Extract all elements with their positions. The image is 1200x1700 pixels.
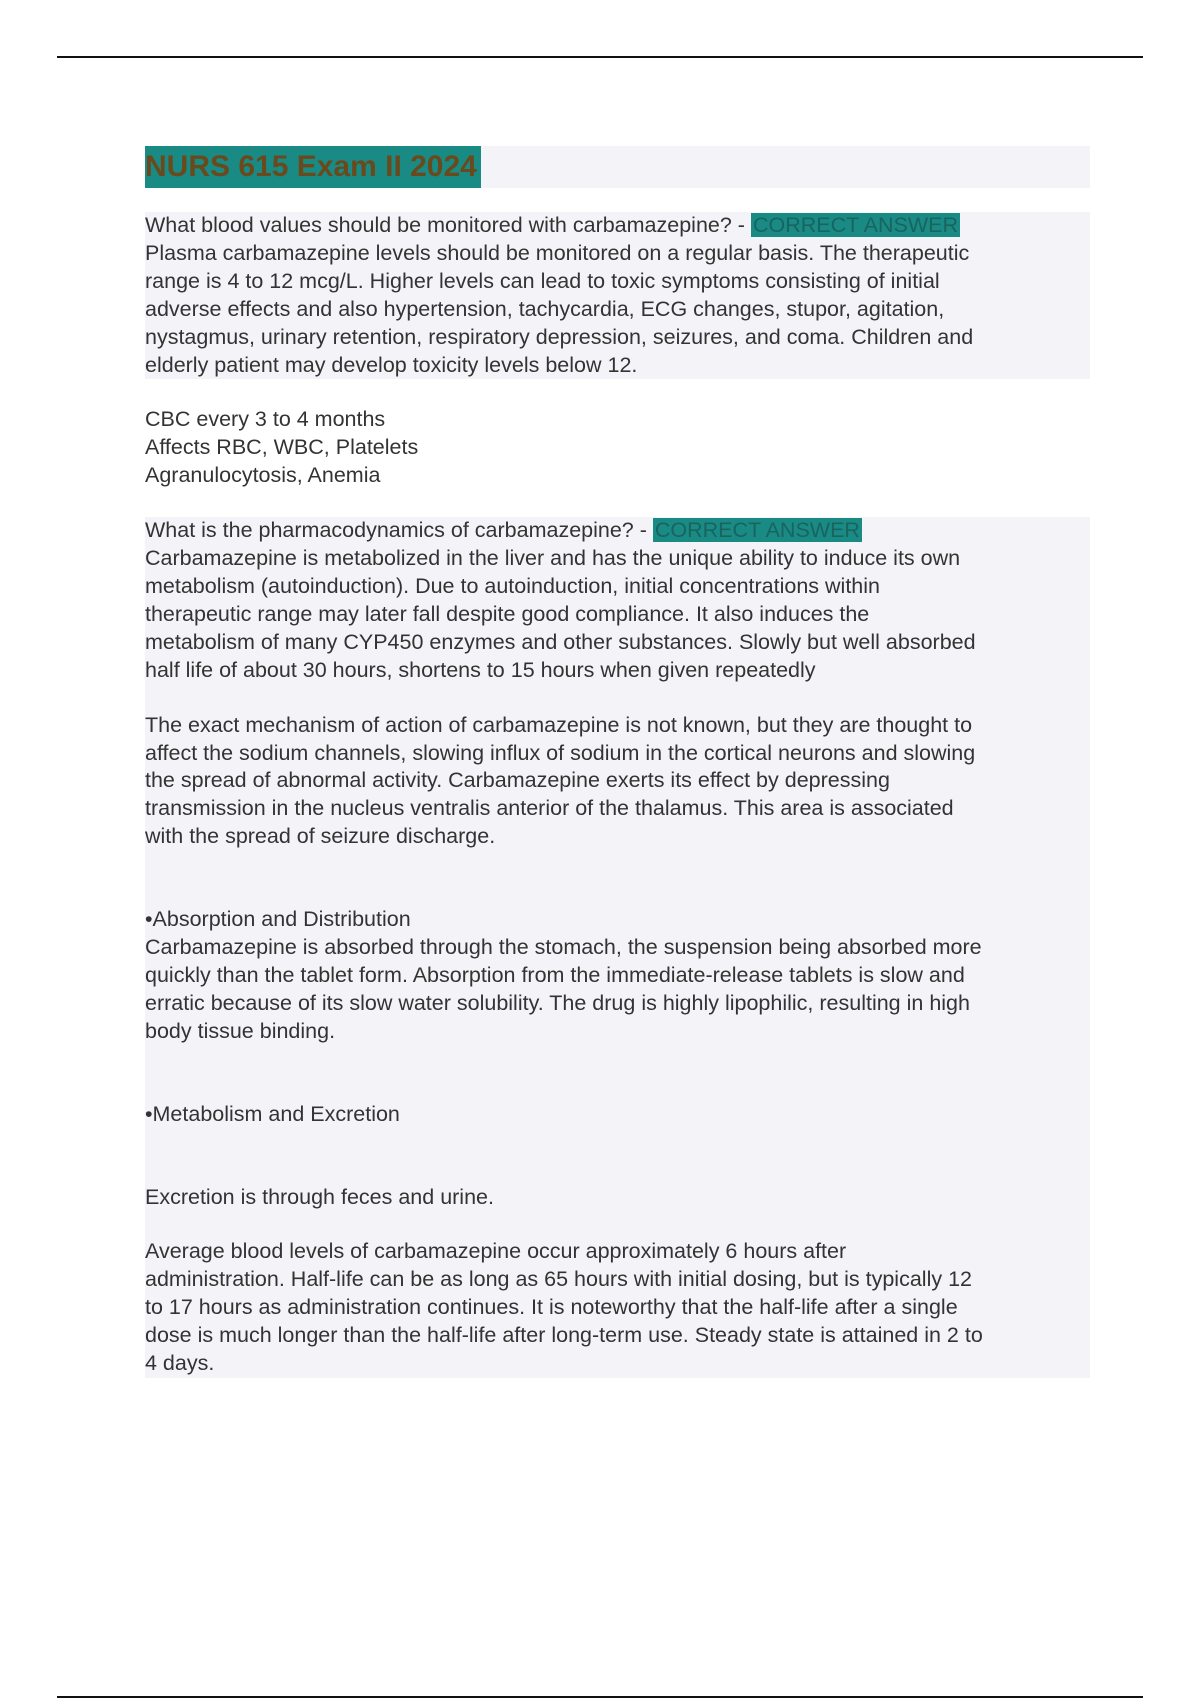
cbc-line: CBC every 3 to 4 months (145, 407, 386, 432)
mechanism-line: the spread of abnormal activity. Carbamazepine exerts its effect by depressing (145, 768, 890, 793)
mechanism-line: transmission in the nucleus ventralis anterior of the thalamus. This area is associated (145, 796, 954, 821)
question-1-text: What blood values should be monitored with carbamazepine? - (145, 213, 751, 237)
answer-line: nystagmus, urinary retention, respiratory depression, seizures, and coma. Children and (145, 324, 974, 349)
question-1 (145, 212, 1090, 379)
levels-line: to 17 hours as administration continues. It is noteworthy that the half-life after a single (145, 1295, 958, 1320)
document-body (145, 146, 1090, 1378)
cbc-block (145, 406, 1090, 490)
mechanism-line: affect the sodium channels, slowing influx of sodium in the cortical neurons and slowing (145, 740, 976, 765)
levels-block (145, 1238, 1090, 1378)
title-band (145, 146, 1090, 188)
mechanism-line: The exact mechanism of action of carbamazepine is not known, but they are thought to (145, 712, 973, 737)
answer-line: half life of about 30 hours, shortens to 15 hours when given repeatedly (145, 657, 816, 682)
answer-line: metabolism of many CYP450 enzymes and other substances. Slowly but well absorbed (145, 629, 976, 654)
cbc-line: Agranulocytosis, Anemia (145, 463, 381, 488)
absorption-line: erratic because of its slow water solubility. The drug is highly lipophilic, resulting in high (145, 990, 970, 1015)
question-1-line (145, 212, 1090, 240)
excretion-block (145, 1184, 1090, 1212)
answer-line: Plasma carbamazepine levels should be monitored on a regular basis. The therapeutic (145, 240, 970, 265)
answer-line: adverse effects and also hypertension, tachycardia, ECG changes, stupor, agitation, (145, 296, 945, 321)
answer-line: range is 4 to 12 mcg/L. Higher levels can lead to toxic symptoms consisting of initial (145, 268, 940, 293)
mechanism-line: with the spread of seizure discharge. (145, 824, 496, 849)
mechanism-block (145, 712, 1090, 852)
absorption-line: quickly than the tablet form. Absorption from the immediate-release tablets is slow and (145, 962, 965, 987)
metabolism-block (145, 1101, 1090, 1129)
top-rule (57, 56, 1143, 58)
answer-line: elderly patient may develop toxicity levels below 12. (145, 352, 638, 377)
cbc-line: Affects RBC, WBC, Platelets (145, 435, 419, 460)
correct-answer-badge: CORRECT ANSWER (752, 213, 959, 237)
question-2-line (145, 517, 1090, 545)
correct-answer-badge: CORRECT ANSWER (654, 518, 860, 543)
levels-line: Average blood levels of carbamazepine occur approximately 6 hours after (145, 1239, 847, 1264)
document-title: NURS 615 Exam II 2024 (145, 146, 481, 188)
absorption-line: body tissue binding. (145, 1018, 336, 1043)
bottom-rule (57, 1696, 1143, 1698)
levels-line: administration. Half-life can be as long as 65 hours with initial dosing, but is typically 12 (145, 1267, 972, 1292)
question-2-text: What is the pharmacodynamics of carbamazepine? - (145, 518, 653, 543)
excretion-line: Excretion is through feces and urine. (145, 1184, 494, 1209)
levels-line: 4 days. (145, 1351, 215, 1376)
answer-line: metabolism (autoinduction). Due to autoinduction, initial concentrations within (145, 573, 880, 598)
absorption-block (145, 906, 1090, 1046)
answer-line: therapeutic range may later fall despite good compliance. It also induces the (145, 601, 870, 626)
levels-line: dose is much longer than the half-life after long-term use. Steady state is attained in 2 to (145, 1323, 983, 1348)
absorption-line: Carbamazepine is absorbed through the stomach, the suspension being absorbed more (145, 935, 982, 960)
question-2 (145, 517, 1090, 684)
metabolism-heading: •Metabolism and Excretion (145, 1101, 400, 1126)
absorption-heading: •Absorption and Distribution (145, 907, 411, 932)
answer-line: Carbamazepine is metabolized in the liver and has the unique ability to induce its own (145, 546, 961, 571)
